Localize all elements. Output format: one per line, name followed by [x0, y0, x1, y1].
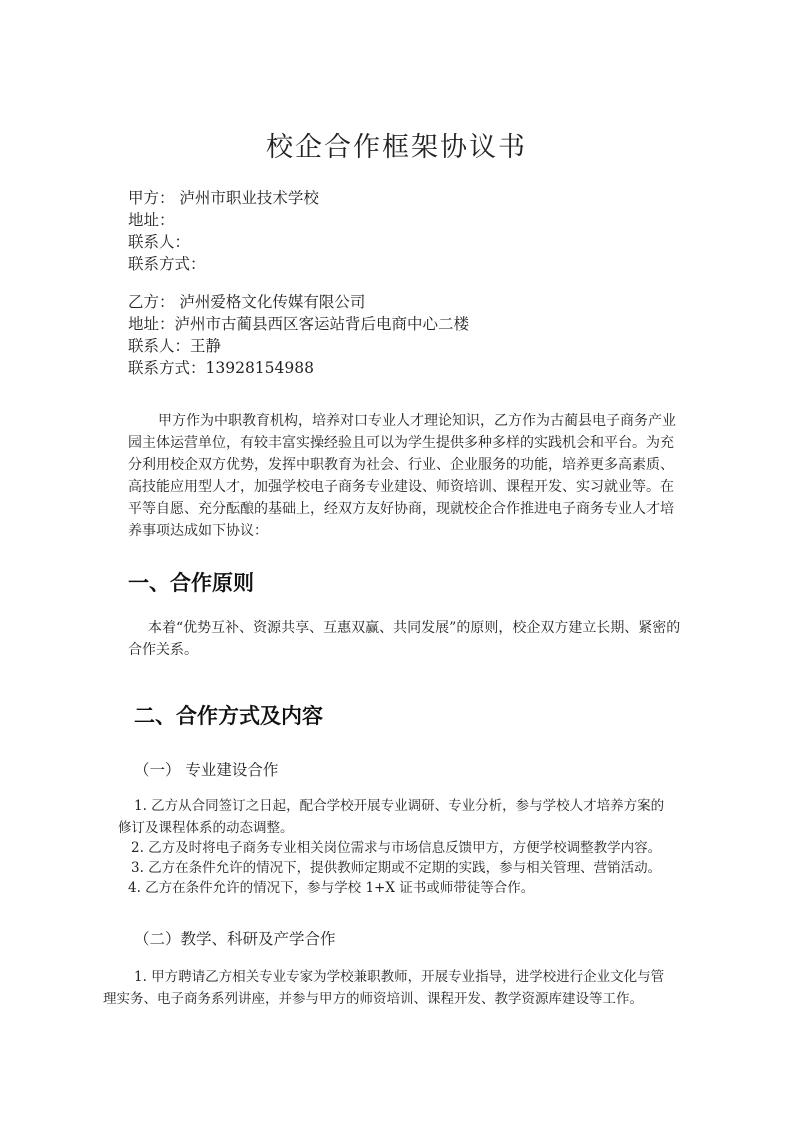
- section-1-heading: 一、合作原则: [128, 571, 254, 595]
- party-a-contact: 联系人：: [128, 233, 191, 251]
- intro-line-5: 平等自愿、充分酝酿的基础上，经双方友好协商，现就校企合作推进电子商务专业人才培: [128, 501, 674, 517]
- section-2-heading: 二、合作方式及内容: [134, 704, 323, 728]
- party-b-address: 地址：泸州市古蔺县西区客运站背后电商中心二楼: [128, 315, 470, 333]
- party-b-contact: 联系人：王静: [128, 337, 222, 355]
- party-b-name: 乙方： 泸州爱格文化传媒有限公司: [128, 293, 366, 311]
- subsection-1-heading: （一） 专业建设合作: [134, 761, 279, 779]
- intro-line-1: 甲方作为中职教育机构，培养对口专业人才理论知识，乙方作为古蔺县电子商务产业: [158, 413, 676, 429]
- sub1-item-4: 4. 乙方在条件允许的情况下，参与学校 1+X 证书或师带徒等合作。: [128, 880, 535, 896]
- intro-line-3: 分利用校企双方优势，发挥中职教育为社会、行业、企业服务的功能，培养更多高素质、: [128, 457, 674, 473]
- sub1-item-3: 3. 乙方在条件允许的情况下，提供教师定期或不定期的实践，参与相关管理、营销活动。: [131, 860, 662, 876]
- subsection-2-heading: （二）教学、科研及产学合作: [134, 930, 336, 948]
- party-b-phone: 联系方式：13928154988: [128, 359, 314, 377]
- document-title: 校企合作框架协议书: [266, 132, 527, 163]
- party-a-address: 地址：: [128, 211, 175, 229]
- sub1-item-2: 2. 乙方及时将电子商务专业相关岗位需求与市场信息反馈甲方，方便学校调整教学内容。: [131, 840, 662, 856]
- party-a-phone: 联系方式：: [128, 255, 206, 273]
- sub1-item-1-line-1: 1. 乙方从合同签订之日起，配合学校开展专业调研、专业分析，参与学校人才培养方案的: [134, 798, 665, 814]
- party-a-name: 甲方： 泸州市职业技术学校: [128, 189, 319, 207]
- section-1-line-1: 本着“优势互补、资源共享、互惠双赢、共同发展”的原则，校企双方建立长期、紧密的: [148, 620, 681, 636]
- intro-line-2: 园主体运营单位，有较丰富实操经验且可以为学生提供多种多样的实践机会和平台。为充: [128, 435, 674, 451]
- intro-line-4: 高技能应用型人才，加强学校电子商务专业建设、师资培训、课程开发、实习就业等。在: [128, 479, 674, 495]
- sub1-item-1-line-2: 修订及课程体系的动态调整。: [118, 820, 294, 836]
- intro-line-6: 养事项达成如下协议：: [128, 523, 268, 539]
- sub2-item-1-line-1: 1. 甲方聘请乙方相关专业专家为学校兼职教师，开展专业指导，进学校进行企业文化与管: [134, 969, 665, 985]
- sub2-item-1-line-2: 理实务、电子商务系列讲座，并参与甲方的师资培训、课程开发、教学资源库建设等工作。: [103, 991, 643, 1007]
- section-1-line-2: 合作关系。: [128, 642, 198, 658]
